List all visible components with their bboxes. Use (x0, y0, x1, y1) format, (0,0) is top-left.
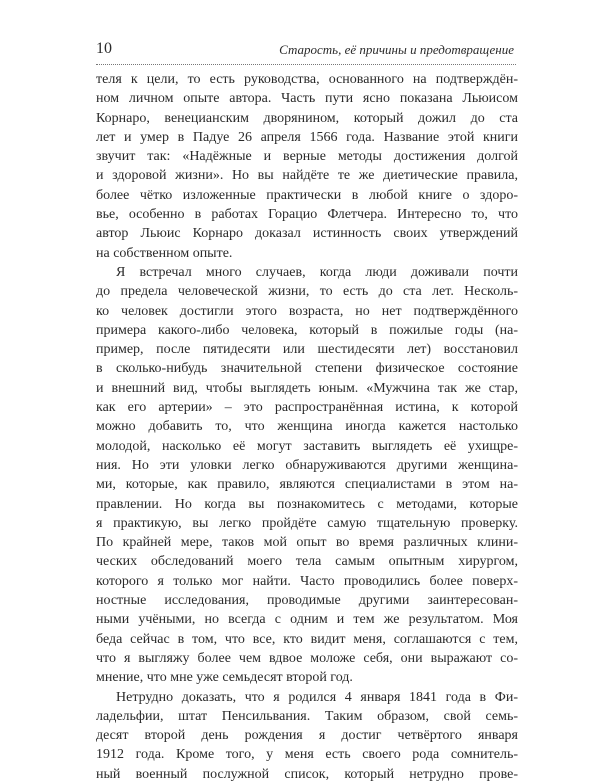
text-line: ко человек достигли этого возраста, но нет подтверждённого (96, 303, 518, 319)
text-line: ными учёными, но всегда с одним и тем же результатом. Моя (96, 612, 518, 628)
text-line: Я встречал много случаев, когда люди доживали почти (116, 264, 518, 280)
text-line: Нетрудно доказать, что я родился 4 января 1841 года в Фи- (116, 689, 518, 705)
text-line: теля к цели, то есть руководства, основанного на подтверждён- (96, 72, 518, 87)
text-line: звучит так: «Надёжные и верные методы достижения долгой (96, 149, 518, 165)
text-line: беда сейчас в том, что все, кто видит меня, соглашаются с тем, (96, 631, 518, 647)
text-line: мнение, что мне уже семьдесят второй год. (96, 670, 353, 686)
text-line: я практикую, вы легко пройдёте самую тщательную проверку. (96, 515, 518, 531)
body-text (96, 70, 518, 784)
text-line: ладельфии, штат Пенсильвания. Таким образом, свой семь- (96, 708, 518, 724)
text-line: и внешний вид, чтобы выглядеть юным. «Мужчина так же стар, (96, 380, 518, 396)
text-line: десят второй день рождения я достиг четвёртого января (96, 728, 518, 744)
text-line: 1912 года. Кроме того, у меня есть своего рода сомнитель- (96, 747, 518, 763)
page-header (96, 40, 516, 65)
text-line: в сколько-нибудь значительной степени физическое состояние (96, 361, 518, 377)
text-line: примера какого-либо человека, который в пожилые годы (на- (96, 322, 518, 338)
text-line: как его артерии» – это распространённая истина, к которой (96, 400, 518, 416)
text-line: ный военный послужной список, который нетрудно прове- (96, 766, 518, 782)
text-line: пример, после пятидесяти или шестидесяти лет) восстановил (96, 342, 518, 358)
text-line: которого я только мог найти. Часто проводились более поверх- (96, 573, 518, 589)
page-number: 10 (96, 40, 112, 57)
text-line: ном личном опыте автора. Часть пути ясно показана Льюисом (96, 91, 518, 107)
text-line: лет и умер в Падуе 26 апреля 1566 года. Название этой книги (96, 129, 518, 145)
text-line: что я выгляжу более чем вдвое моложе себя, они выражают со- (96, 650, 518, 666)
text-line: молодой, насколько её могут заставить выглядеть её ухищре- (96, 438, 518, 454)
text-line: можно добавить то, что женщина иногда кажется настолько (96, 419, 518, 435)
text-line: правлении. Но когда вы познакомитесь с методами, которые (96, 496, 518, 512)
text-line: на собственном опыте. (96, 245, 233, 261)
text-line: ностные исследования, проводимые другими заинтересован- (96, 593, 518, 609)
text-line: автор Льюис Корнаро доказал истинность своих утверждений (96, 226, 518, 242)
text-line: Корнаро, венецианским дворянином, который дожил до ста (96, 110, 518, 126)
text-line: ми, которые, как правило, являются специалистами в этом на- (96, 477, 518, 493)
text-line: По крайней мере, таков мой опыт во время различных клини- (96, 535, 518, 551)
text-line: более чётко изложенные практически в любой книге о здоро- (96, 187, 518, 203)
running-title: Старость, её причины и предотвращение (279, 42, 514, 57)
text-line: ческих обследований моего тела самым опытным хирургом, (96, 554, 518, 570)
text-line: ния. Но эти уловки легко обнаруживаются другими женщина- (96, 457, 518, 473)
text-line: до предела человеческой жизни, то есть до ста лет. Несколь- (96, 284, 518, 300)
text-line: вье, особенно в работах Горацио Флетчера. Интересно то, что (96, 207, 518, 223)
text-line: и здоровой жизни». Но вы найдёте те же диетические правила, (96, 168, 518, 184)
